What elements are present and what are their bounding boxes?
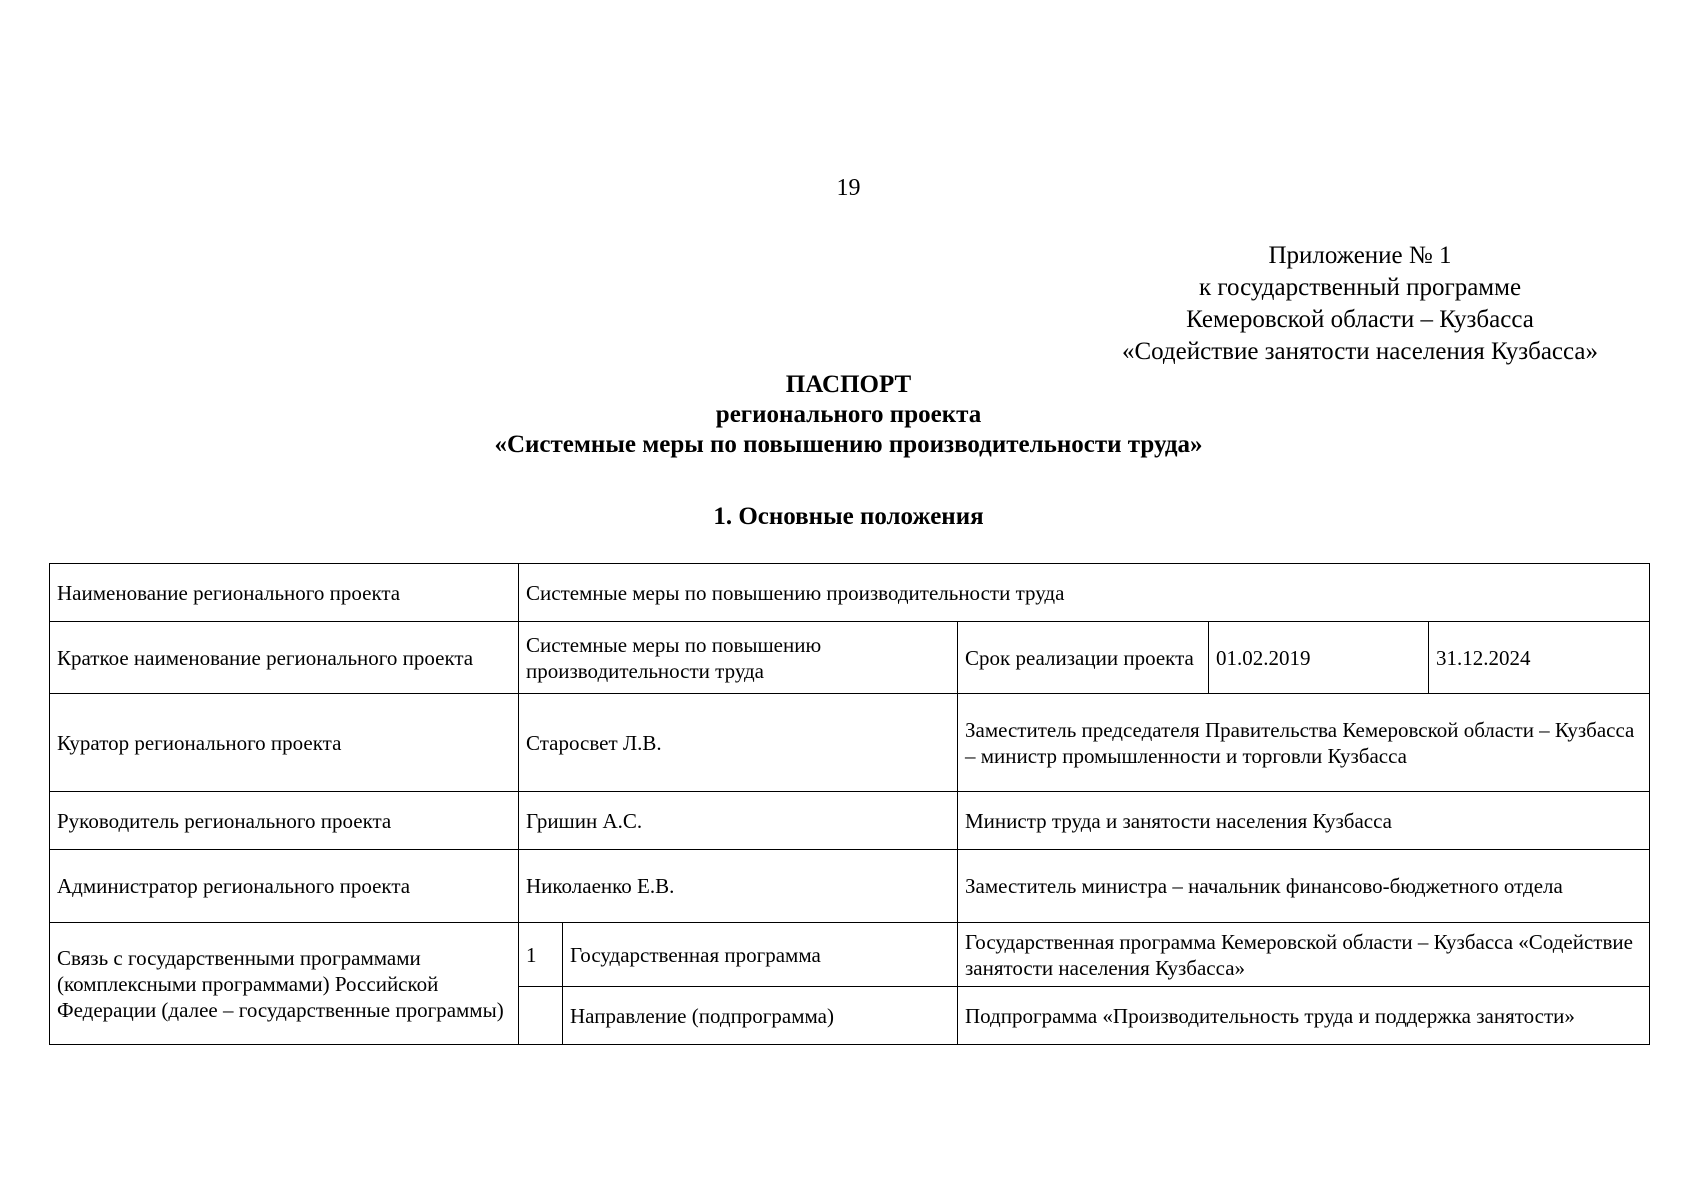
manager-label: Руководитель регионального проекта [50, 792, 519, 850]
project-name-value: Системные меры по повышению производительности труда [519, 564, 1650, 622]
table-row-curator [50, 694, 1650, 792]
table-row-manager [50, 792, 1650, 850]
program-number-empty [519, 987, 563, 1045]
administrator-position: Заместитель министра – начальник финансово-бюджетного отдела [958, 850, 1650, 923]
subprogram-value: Подпрограмма «Производительность труда и поддержка занятости» [958, 987, 1650, 1045]
short-name-value: Системные меры по повышению производительности труда [519, 622, 958, 694]
state-program-value: Государственная программа Кемеровской области – Кузбасса «Содействие занятости населения Кузбасса» [958, 923, 1650, 987]
manager-position: Министр труда и занятости населения Кузбасса [958, 792, 1650, 850]
table-row-administrator [50, 850, 1650, 923]
term-start-date: 01.02.2019 [1209, 622, 1429, 694]
appendix-line-3: Кемеровской области – Кузбасса [1186, 306, 1534, 333]
administrator-name: Николаенко Е.В. [519, 850, 958, 923]
state-program-label: Государственная программа [563, 923, 958, 987]
appendix-line-1: Приложение № 1 [1268, 242, 1452, 269]
appendix-note [1080, 240, 1640, 368]
page-number: 19 [836, 175, 861, 201]
term-end-date: 31.12.2024 [1429, 622, 1650, 694]
term-label: Срок реализации проекта [958, 622, 1209, 694]
passport-table [49, 563, 1650, 1045]
manager-name: Гришин А.С. [519, 792, 958, 850]
program-number: 1 [519, 923, 563, 987]
passport-title [0, 370, 1697, 460]
administrator-label: Администратор регионального проекта [50, 850, 519, 923]
passport-title-line-3: «Системные меры по повышению производительности труда» [494, 431, 1203, 458]
table-row-project-name [50, 564, 1650, 622]
appendix-line-4: «Содействие занятости населения Кузбасса» [1121, 338, 1599, 365]
section-heading: 1. Основные положения [713, 503, 984, 530]
curator-name: Старосвет Л.В. [519, 694, 958, 792]
curator-label: Куратор регионального проекта [50, 694, 519, 792]
table-row-programs-1 [50, 923, 1650, 987]
appendix-line-2: к государственный программе [1198, 274, 1522, 301]
subprogram-label: Направление (подпрограмма) [563, 987, 958, 1045]
short-name-label: Краткое наименование регионального проекта [50, 622, 519, 694]
programs-link-label: Связь с государственными программами (комплексными программами) Российской Федерации (далее – государственные программы) [50, 923, 519, 1045]
curator-position: Заместитель председателя Правительства Кемеровской области – Кузбасса – министр промышленности и торговли Кузбасса [958, 694, 1650, 792]
passport-title-line-2: регионального проекта [715, 401, 982, 428]
table-row-short-name [50, 622, 1650, 694]
project-name-label: Наименование регионального проекта [50, 564, 519, 622]
passport-title-line-1: ПАСПОРТ [785, 371, 912, 398]
